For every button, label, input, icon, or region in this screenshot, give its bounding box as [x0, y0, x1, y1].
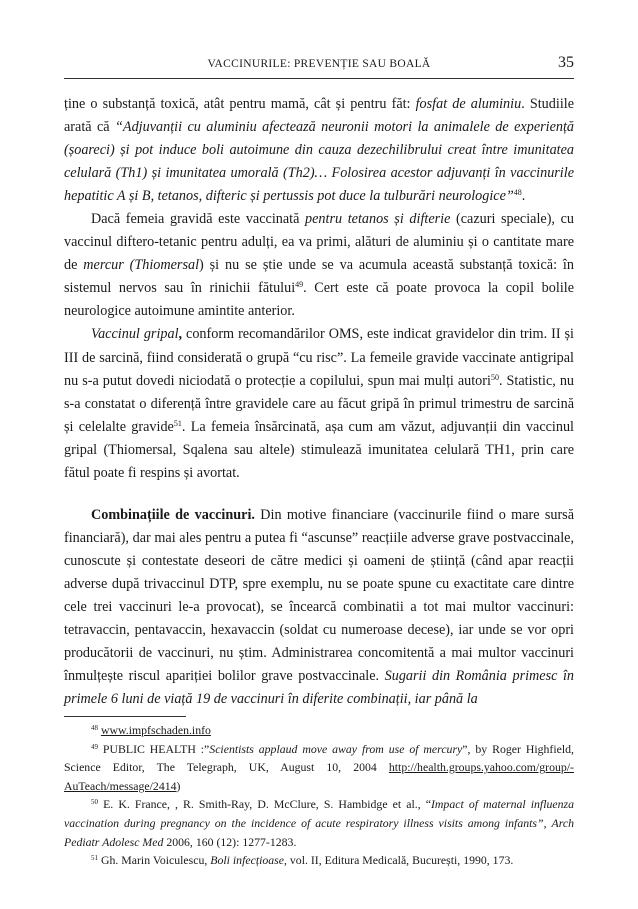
- footnote-ref-51[interactable]: 51: [173, 418, 182, 428]
- page-number: 35: [558, 54, 574, 71]
- footnote-number: 49: [91, 742, 98, 751]
- bold-run: ,: [178, 326, 183, 343]
- text-run: . La femeia însărcinată, așa cum am văzut, adjuvanții din vaccinul gripal (Thiomersal, Sqalena sau altele) stimulează imunitatea celulară TH1, prin care fătul poate fi respins și avortat.: [64, 418, 574, 481]
- paragraph-vaccine-combinations: [64, 504, 574, 711]
- italic-run: fosfat de aluminiu: [415, 96, 522, 112]
- text-run: E. K. France, , R. Smith-Ray, D. McClure, S. Hambidge et al., “: [103, 797, 431, 812]
- body-text: [64, 93, 574, 711]
- text-run: ): [176, 778, 181, 793]
- italic-run: mercur (Thiomersal: [83, 257, 200, 274]
- footnote-link[interactable]: www.impfschaden.info: [100, 723, 211, 737]
- italic-run: Boli infecțioase: [210, 853, 284, 868]
- footnote-ref-49[interactable]: 49: [295, 280, 304, 290]
- footnote-49: [64, 740, 574, 796]
- text-run: , vol. II, Editura Medicală, București, 1990, 173.: [284, 853, 514, 868]
- paragraph-flu-vaccine: [64, 323, 574, 484]
- footnotes: [64, 721, 574, 870]
- text-run: conform recomandărilor OMS, este indicat gravidelor din trim. II și III de sarcină, fiind considerată o grupă “cu risc”. La femeile gravide vaccinate antigripal nu s-a putut dovedi niciodată o protecție a copilului, spun mai mulți autori: [64, 326, 574, 389]
- text-run: . Studiile arată că: [64, 96, 574, 136]
- italic-run: Scientists applaud move away from use of mercury: [209, 741, 463, 756]
- footnote-48: [64, 721, 574, 740]
- text-run: Gh. Marin Voiculescu,: [100, 853, 211, 868]
- text-run: Din motive financiare (vaccinurile fiind o mare sursă financiară), dar mai ales pentru a putea fi “ascunse” reacțiile adverse grave postvaccinale, cunoscute și contestate deseori de către medici și oameni de știință (când apar reacții adverse după trivaccinul DTP, spre exemplu, nu se poate spune cu exactitate care dintre cele trei vaccinuri le-a provocat), se încearcă combinatii a tot mai multor vaccinuri: tetravaccin, pentavaccin, hexavaccin (soldat cu numeroase decese), iar unde se vor opri producătorii de vaccinuri, nu știm. Administrarea concomitentă a mai multor vaccinuri înmulțește riscul apariției bolilor grave postvaccinale.: [64, 506, 574, 685]
- footnote-50: [64, 795, 574, 851]
- italic-run: Arch Pediatr Adolesc Med: [64, 815, 574, 849]
- paragraph-tetanus-diphtheria: [64, 208, 574, 323]
- footnote-ref-48[interactable]: 48: [513, 188, 522, 198]
- footnote-number: 50: [91, 798, 98, 807]
- text-run: PUBLIC HEALTH :”: [102, 741, 210, 756]
- italic-run: Impact of maternal influenza vaccination during pregnancy on the incidence of acute respiratory illness visits among infants”: [64, 797, 575, 830]
- italic-run: pentru tetanos și difterie: [305, 211, 451, 228]
- text-run: Dacă femeia gravidă este vaccinată: [91, 211, 306, 228]
- footnote-51: [64, 851, 574, 870]
- text-run: (cazuri speciale), cu vaccinul diftero-tetanic pentru adulți, ea va primi, alături de aluminiu și o cantitate mare de: [64, 211, 574, 274]
- italic-run: Sugarii din România primesc în primele 6 luni de viață 19 de vaccinuri în diferite combinații, iar până la: [64, 668, 574, 708]
- footnote-divider: [64, 716, 186, 717]
- text-run: ,: [543, 815, 552, 830]
- italic-run: Vaccinul gripal: [91, 326, 179, 343]
- section-heading: Combinațiile de vaccinuri.: [91, 506, 255, 523]
- text-run: .: [521, 188, 526, 205]
- text-run: . Cert este că poate provoca la copil bolile neurologice autoimune amintite anterior.: [64, 280, 574, 320]
- footnote-number: 51: [91, 854, 98, 863]
- text-run: ”, by Roger Highfield, Science Editor, The Telegraph, UK, August 10, 2004: [64, 741, 574, 775]
- footnote-number: 48: [91, 724, 98, 732]
- text-run: ține o substanță toxică, atât pentru mamă, cât și pentru făt:: [64, 96, 416, 112]
- footnote-ref-50[interactable]: 50: [490, 372, 499, 382]
- paragraph-aluminium-adjuvants: [64, 93, 574, 208]
- text-run: ) și nu se știe unde se va acumula această substanță toxică: în sistemul nervos sau în rinichii fătului: [64, 257, 574, 297]
- text-run: 2006, 160 (12): 1277-1283.: [163, 834, 297, 849]
- footnote-link[interactable]: http://health.groups.yahoo.com/group/-AuTeach/message/2414: [64, 760, 574, 793]
- text-run: . Statistic, nu s-a constatat o diferență între gravidele care au făcut gripă în primul trimestru de sarcină și celelalte gravide: [64, 372, 575, 435]
- running-title: VACCINURILE: PREVENȚIE SAU BOALĂ: [207, 58, 431, 70]
- running-header: [64, 56, 574, 79]
- italic-quote: “Adjuvanții cu aluminiu afectează neuronii motori la animalele de experiență (șoareci) și pot induce boli autoimune din cauza dezechilibrului creat între imunitatea celulară (Th1) și imunitatea umorală (Th2)… Folosirea acestor adjuvanți în vaccinurile hepatitic A și B, tetanos, difteric și pertussis pot duce la tulburări neurologice”: [64, 119, 575, 205]
